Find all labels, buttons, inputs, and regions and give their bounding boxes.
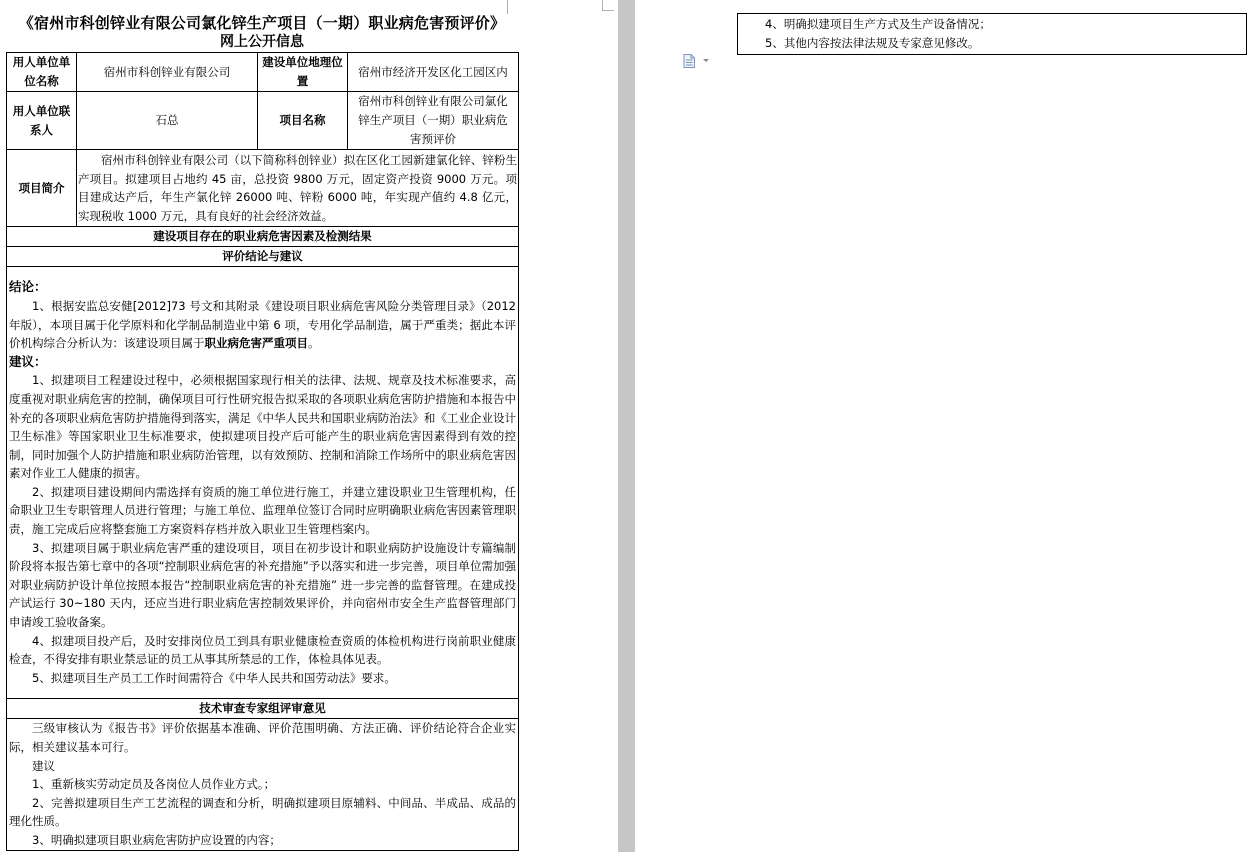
suggestion-item[interactable]: 3、拟建项目属于职业病危害严重的建设项目，项目在初步设计和职业病防护设施设计专篇编制阶段将本报告第七章中的各项“控制职业病危害的补充措施”予以落实和进一步完善，项目单位需加强对职业病防护设计单位按照本报告“控制职业病危害的补充措施” 进一步完善的监督管理。在建成投产试运行 30~180 天内，还应当进行职业病危害控制效果评价，并向宿州市安全生产监督管理部门申请竣工验收备案。 <box>9 540 516 630</box>
expert-intro[interactable]: 三级审核认为《报告书》评价依据基本准确、评价范围明确、方法正确、评价结论符合企业实际，相关建议基本可行。 <box>9 721 516 754</box>
project-name-value[interactable]: 宿州市科创锌业有限公司氯化锌生产项目（一期）职业病危害预评价 <box>348 92 519 150</box>
document-paste-icon[interactable] <box>683 54 695 68</box>
suggestions-heading: 建议： <box>9 353 47 369</box>
crop-mark <box>507 0 508 14</box>
intro-label: 项目简介 <box>7 150 77 227</box>
employer-label: 用人单位单位名称 <box>7 53 77 92</box>
suggestion-item[interactable]: 2、拟建项目建设期间内需选择有资质的施工单位进行施工，并建立建设职业卫生管理机构，任命职业卫生专职管理人员进行管理；与施工单位、监理单位签订合同时应明确职业病危害因素管理职责，施工完成后应将整套施工方案资料存档并放入职业卫生管理档案内。 <box>9 484 516 537</box>
expert-continuation-table <box>737 13 1247 55</box>
intro-text[interactable]: 宿州市科创锌业有限公司（以下简称科创锌业）拟在区化工园新建氯化锌、锌粉生产项目。拟建项目占地约 45 亩，总投资 9800 万元，固定资产投资 9000 万元。项目建成达产后，年生产氯化锌 26000 吨、锌粉 6000 吨，年实现产值约 4.8 亿元，实现税收 1000 万元，具有良好的社会经济效益。 <box>78 153 517 223</box>
expert-item[interactable]: 1、重新核实劳动定员及各岗位人员作业方式。； <box>32 777 276 792</box>
expert-section-title: 技术审查专家组评审意见 <box>7 699 519 719</box>
conclusion-paragraph[interactable] <box>9 297 516 353</box>
conclusion-section-title: 评价结论与建议 <box>7 247 519 267</box>
document-page-left <box>0 0 618 852</box>
suggestion-item[interactable]: 4、拟建项目投产后，及时安排岗位员工到具有职业健康检查资质的体检机构进行岗前职业健康检查，不得安排有职业禁忌证的员工从事其所禁忌的工作，体检具体见表。 <box>9 633 516 667</box>
conclusion-body <box>7 267 519 699</box>
suggestion-item[interactable]: 5、拟建项目生产员工工作时间需符合《中华人民共和国劳动法》要求。 <box>32 670 396 685</box>
info-table <box>6 52 519 851</box>
page-gutter <box>618 0 635 852</box>
crop-mark <box>602 0 603 10</box>
chevron-down-icon[interactable] <box>703 59 709 62</box>
expert-item[interactable]: 3、明确拟建项目职业病危害防护应设置的内容； <box>32 832 281 847</box>
intro-cell <box>77 150 519 227</box>
expert-body <box>7 719 519 850</box>
expert-item[interactable]: 2、完善拟建项目生产工艺流程的调查和分析，明确拟建项目原辅料、中间品、半成品、成品的理化性质。 <box>9 795 516 829</box>
document-page-right <box>635 0 1256 852</box>
conclusion-emphasis: 职业病危害严重项目 <box>204 336 308 351</box>
project-name-label: 项目名称 <box>258 92 348 150</box>
conclusion-end: 。 <box>308 336 320 351</box>
document-subtitle: 网上公开信息 <box>220 34 304 50</box>
suggestion-item[interactable]: 1、拟建项目工程建设过程中，必须根据国家现行相关的法律、法规、规章及技术标准要求，高度重视对职业病危害的控制，确保项目可行性研究报告拟采取的各项职业病危害防护措施和本报告中补充的各项职业病危害防护措施得到落实，满足《中华人民共和国职业病防治法》和《工业企业设计卫生标准》等国家职业卫生标准要求，使拟建项目投产后可能产生的职业病危害因素得到有效的控制，同时加强个人防护措施和职业病防治管理，以有效预防、控制和消除工作场所中的职业病危害因素对作业工人健康的损害。 <box>9 373 516 481</box>
contact-value[interactable]: 石总 <box>77 92 258 150</box>
location-value[interactable]: 宿州市经济开发区化工园区内 <box>348 53 519 92</box>
employer-value[interactable]: 宿州市科创锌业有限公司 <box>77 53 258 92</box>
expert-item[interactable]: 5、其他内容按法律法规及专家意见修改。 <box>765 35 980 50</box>
expert-continuation-cell <box>738 14 1247 55</box>
location-label: 建设单位地理位置 <box>258 53 348 92</box>
hazard-section-title: 建设项目存在的职业病危害因素及检测结果 <box>7 227 519 247</box>
expert-suggestion-heading: 建议 <box>32 758 55 773</box>
crop-mark <box>602 10 614 11</box>
conclusion-text: 1、根据安监总安健[2012]73 号文和其附录《建设项目职业病危害风险分类管理目录》（2012 年版），本项目属于化学原料和化学制品制造业中第 6 项，专用化学品制造，属于严重类；据此本评价机构综合分析认为：该建设项目属于 <box>9 298 516 351</box>
conclusion-heading: 结论： <box>9 279 47 295</box>
expert-item[interactable]: 4、明确拟建项目生产方式及生产设备情况； <box>765 17 991 31</box>
document-title: 《宿州市科创锌业有限公司氯化锌生产项目（一期）职业病危害预评价》 <box>18 14 506 32</box>
contact-label: 用人单位联系人 <box>7 92 77 150</box>
